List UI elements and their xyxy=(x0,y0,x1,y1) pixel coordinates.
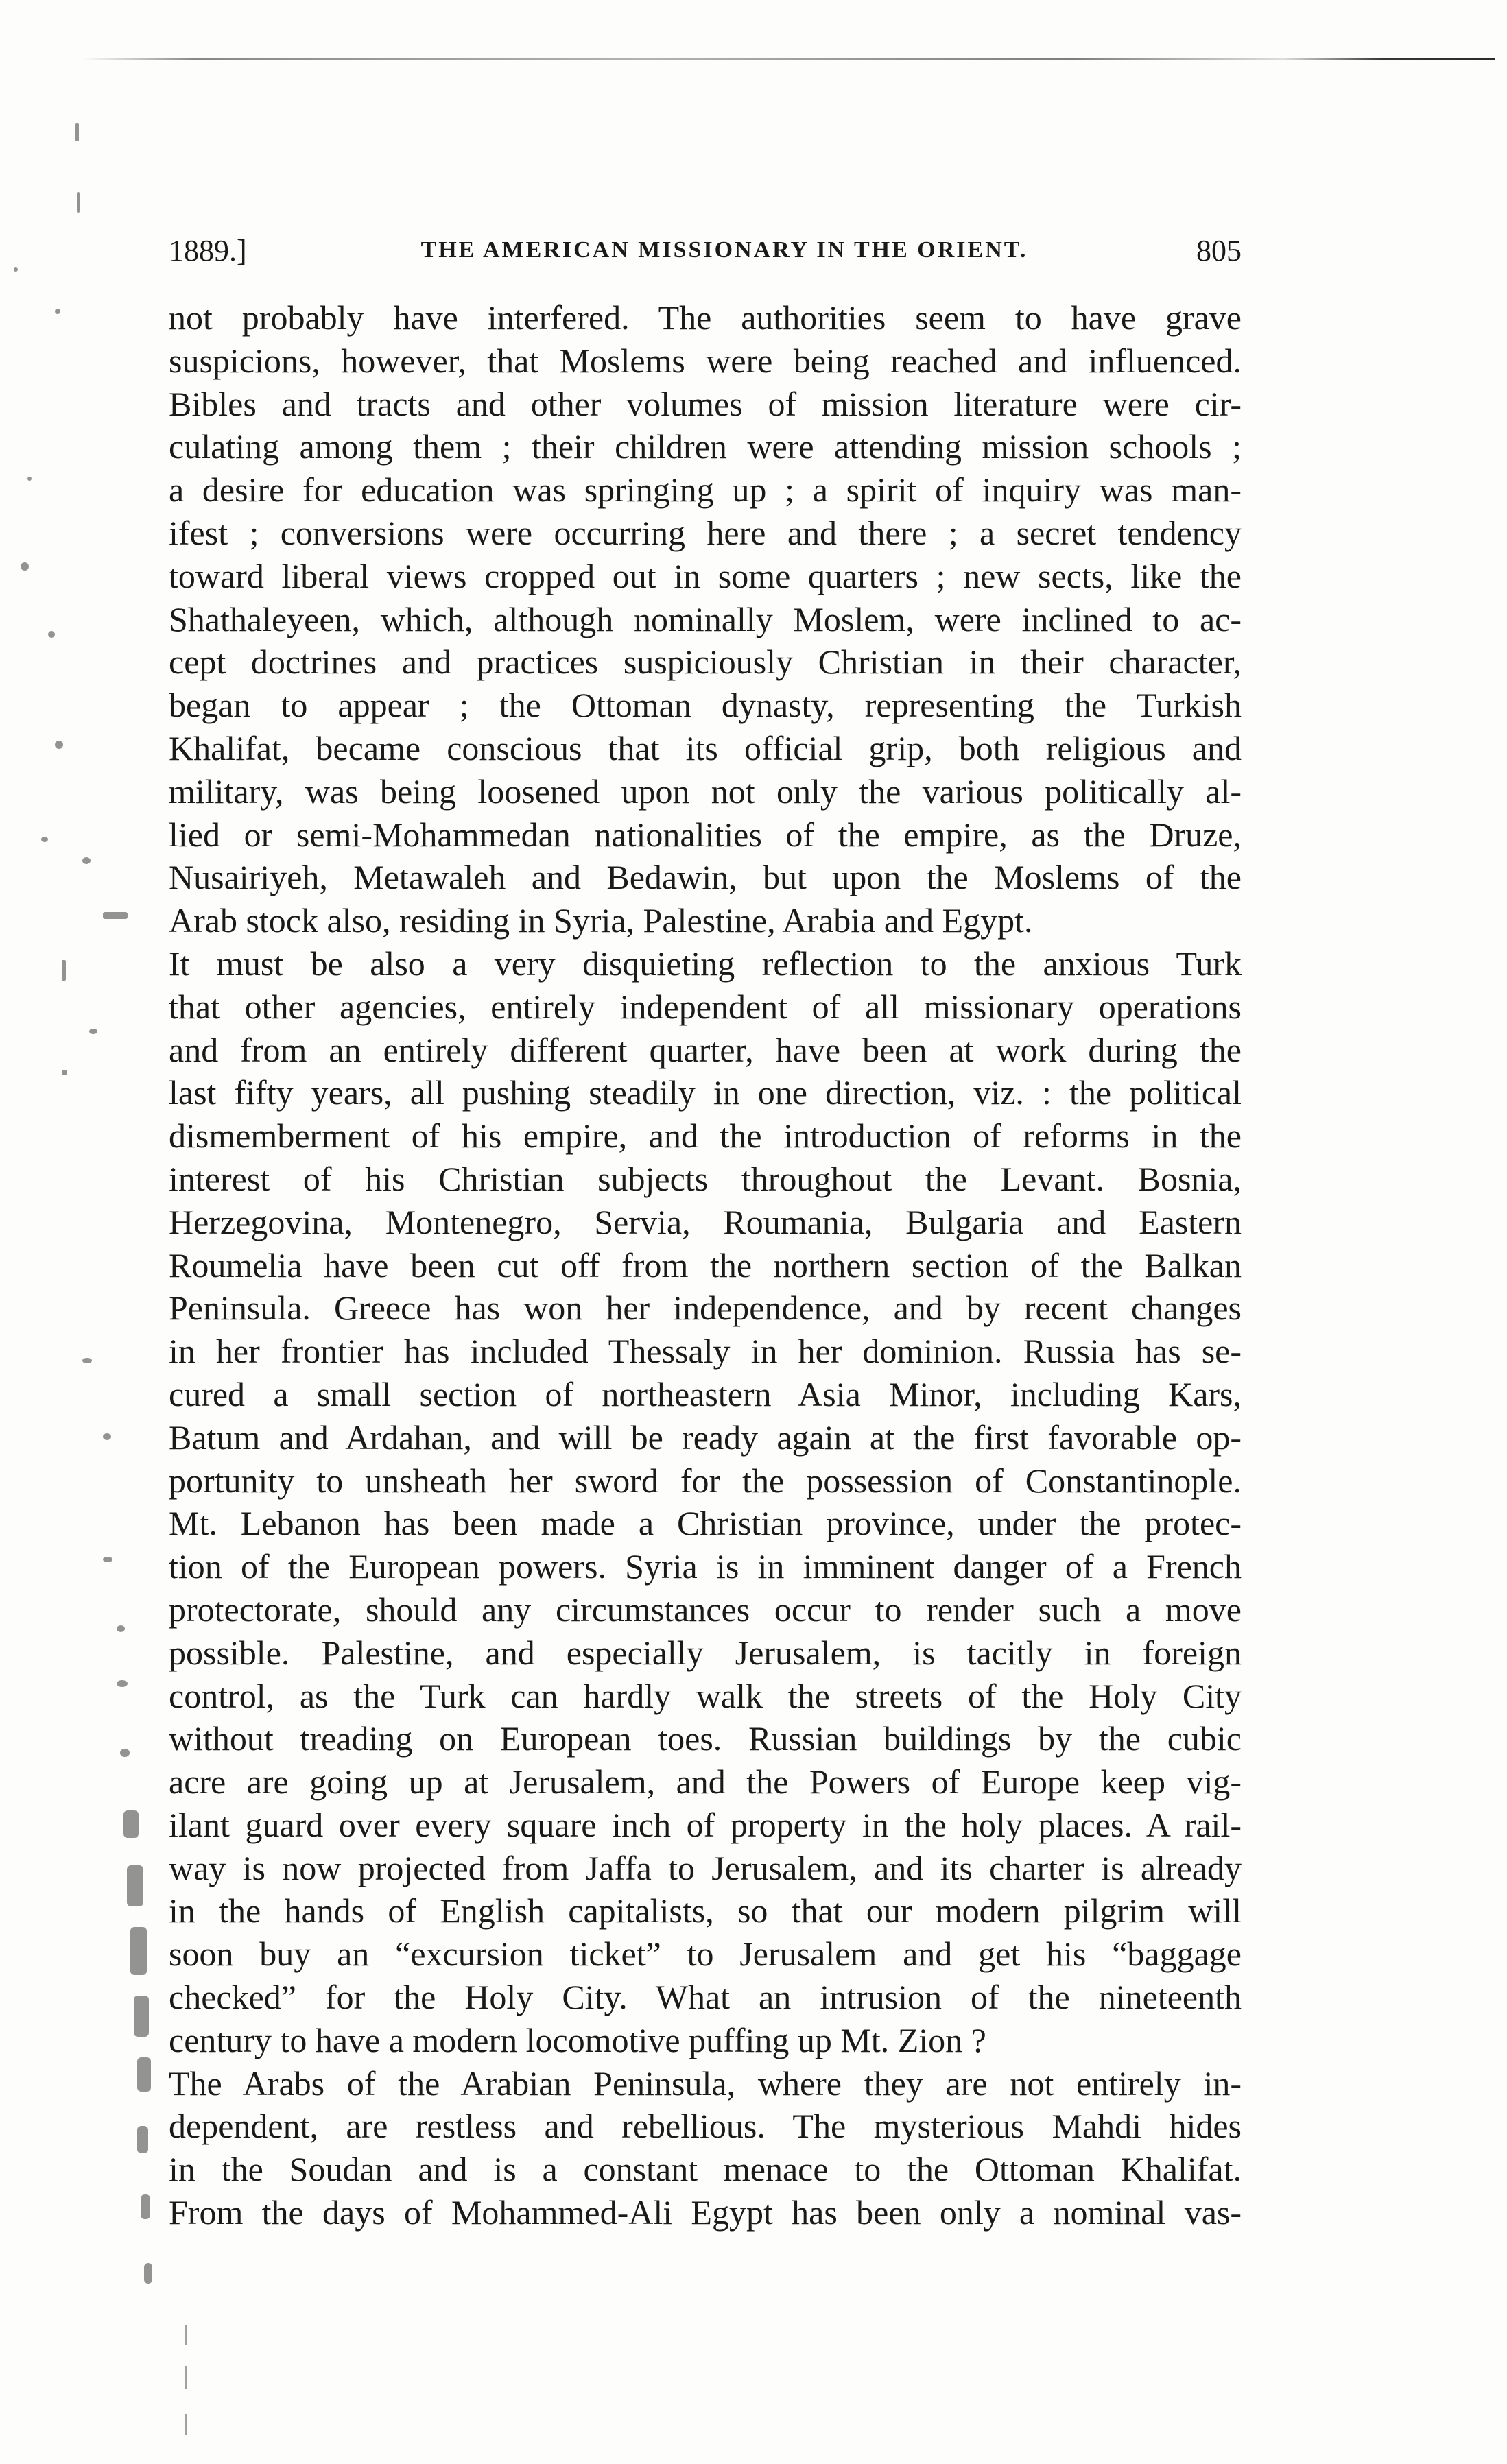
text-line: dismemberment of his empire, and the introduction of reforms in the xyxy=(169,1116,1242,1156)
text-line: a desire for education was springing up ; a spirit of inquiry was man- xyxy=(169,470,1242,510)
text-line: not probably have interfered. The authorities seem to have grave xyxy=(169,298,1242,337)
text-line: protectorate, should any circumstances occur to render such a move xyxy=(169,1590,1242,1629)
text-line: in her frontier has included Thessaly in her dominion. Russia has se- xyxy=(169,1332,1242,1371)
text-line: suspicions, however, that Moslems were being reached and influenced. xyxy=(169,341,1242,380)
text-line: Shathaleyeen, which, although nominally Moslem, were inclined to ac- xyxy=(169,599,1242,638)
header-title: THE AMERICAN MISSIONARY IN THE ORIENT. xyxy=(420,237,1028,263)
text-line: Herzegovina, Montenegro, Servia, Roumania, Bulgaria and Eastern xyxy=(169,1202,1242,1241)
text-line: toward liberal views cropped out in some quarters ; new sects, like the xyxy=(169,556,1242,595)
text-line: portunity to unsheath her sword for the possession of Constantinople. xyxy=(169,1461,1242,1500)
text-line: in the hands of English capitalists, so that our modern pilgrim will xyxy=(169,1891,1242,1930)
scan-top-rule xyxy=(82,58,1495,60)
text-line: tion of the European powers. Syria is in imminent danger of a French xyxy=(169,1547,1242,1586)
text-line: It must be also a very disquieting reflection to the anxious Turk xyxy=(169,944,1242,983)
text-line: last fifty years, all pushing steadily in one direction, viz. : the political xyxy=(169,1073,1242,1112)
text-line: Khalifat, became conscious that its official grip, both religious and xyxy=(169,728,1242,767)
text-line: culating among them ; their children were attending mission schools ; xyxy=(169,427,1242,466)
text-line: From the days of Mohammed-Ali Egypt has been only a nominal vas- xyxy=(169,2193,1242,2232)
header-year: 1889.] xyxy=(169,234,247,267)
text-line: without treading on European toes. Russian buildings by the cubic xyxy=(169,1719,1242,1758)
bottom-scan-marks xyxy=(180,2325,193,2448)
text-line: ifest ; conversions were occurring here and there ; a secret tendency xyxy=(169,513,1242,552)
text-line: soon buy an “excursion ticket” to Jerusalem and get his “baggage xyxy=(169,1935,1242,1974)
text-line: dependent, are restless and rebellious. The mysterious Mahdi hides xyxy=(169,2107,1242,2146)
text-line: in the Soudan and is a constant menace to the Ottoman Khalifat. xyxy=(169,2150,1242,2189)
margin-artifacts xyxy=(0,82,171,2414)
text-line: The Arabs of the Arabian Peninsula, where they are not entirely in- xyxy=(169,2064,1242,2103)
text-line: Nusairiyeh, Metawaleh and Bedawin, but upon the Moslems of the xyxy=(169,858,1242,897)
text-line: military, was being loosened upon not only the various politically al- xyxy=(169,772,1242,811)
text-line: control, as the Turk can hardly walk the streets of the Holy City xyxy=(169,1676,1242,1715)
text-line: and from an entirely different quarter, have been at work during the xyxy=(169,1030,1242,1069)
text-line: began to appear ; the Ottoman dynasty, representing the Turkish xyxy=(169,686,1242,725)
text-line: interest of his Christian subjects throughout the Levant. Bosnia, xyxy=(169,1159,1242,1198)
text-line: that other agencies, entirely independent of all missionary operations xyxy=(169,987,1242,1026)
text-line: Bibles and tracts and other volumes of mission literature were cir- xyxy=(169,384,1242,423)
text-line: Roumelia have been cut off from the northern section of the Balkan xyxy=(169,1245,1242,1284)
text-line: century to have a modern locomotive puffing up Mt. Zion ? xyxy=(169,2020,986,2059)
text-line: cured a small section of northeastern Asia Minor, including Kars, xyxy=(169,1374,1242,1413)
text-line: possible. Palestine, and especially Jerusalem, is tacitly in foreign xyxy=(169,1633,1242,1672)
text-line: Arab stock also, residing in Syria, Palestine, Arabia and Egypt. xyxy=(169,901,1033,940)
text-line: ilant guard over every square inch of property in the holy places. A rail- xyxy=(169,1805,1242,1844)
text-line: Peninsula. Greece has won her independence, and by recent changes xyxy=(169,1289,1242,1328)
text-line: lied or semi-Mohammedan nationalities of the empire, as the Druze, xyxy=(169,815,1242,854)
text-line: Mt. Lebanon has been made a Christian province, under the protec- xyxy=(169,1504,1242,1543)
text-line: checked” for the Holy City. What an intrusion of the nineteenth xyxy=(169,1978,1242,2017)
running-header xyxy=(169,232,1242,280)
body-text xyxy=(169,296,1242,2234)
text-line: acre are going up at Jerusalem, and the Powers of Europe keep vig- xyxy=(169,1762,1242,1802)
text-line: way is now projected from Jaffa to Jerusalem, and its charter is already xyxy=(169,1848,1242,1887)
text-line: cept doctrines and practices suspiciously Christian in their character, xyxy=(169,643,1242,682)
text-line: Batum and Ardahan, and will be ready again at the first favorable op- xyxy=(169,1418,1242,1457)
page-number: 805 xyxy=(1196,234,1242,267)
